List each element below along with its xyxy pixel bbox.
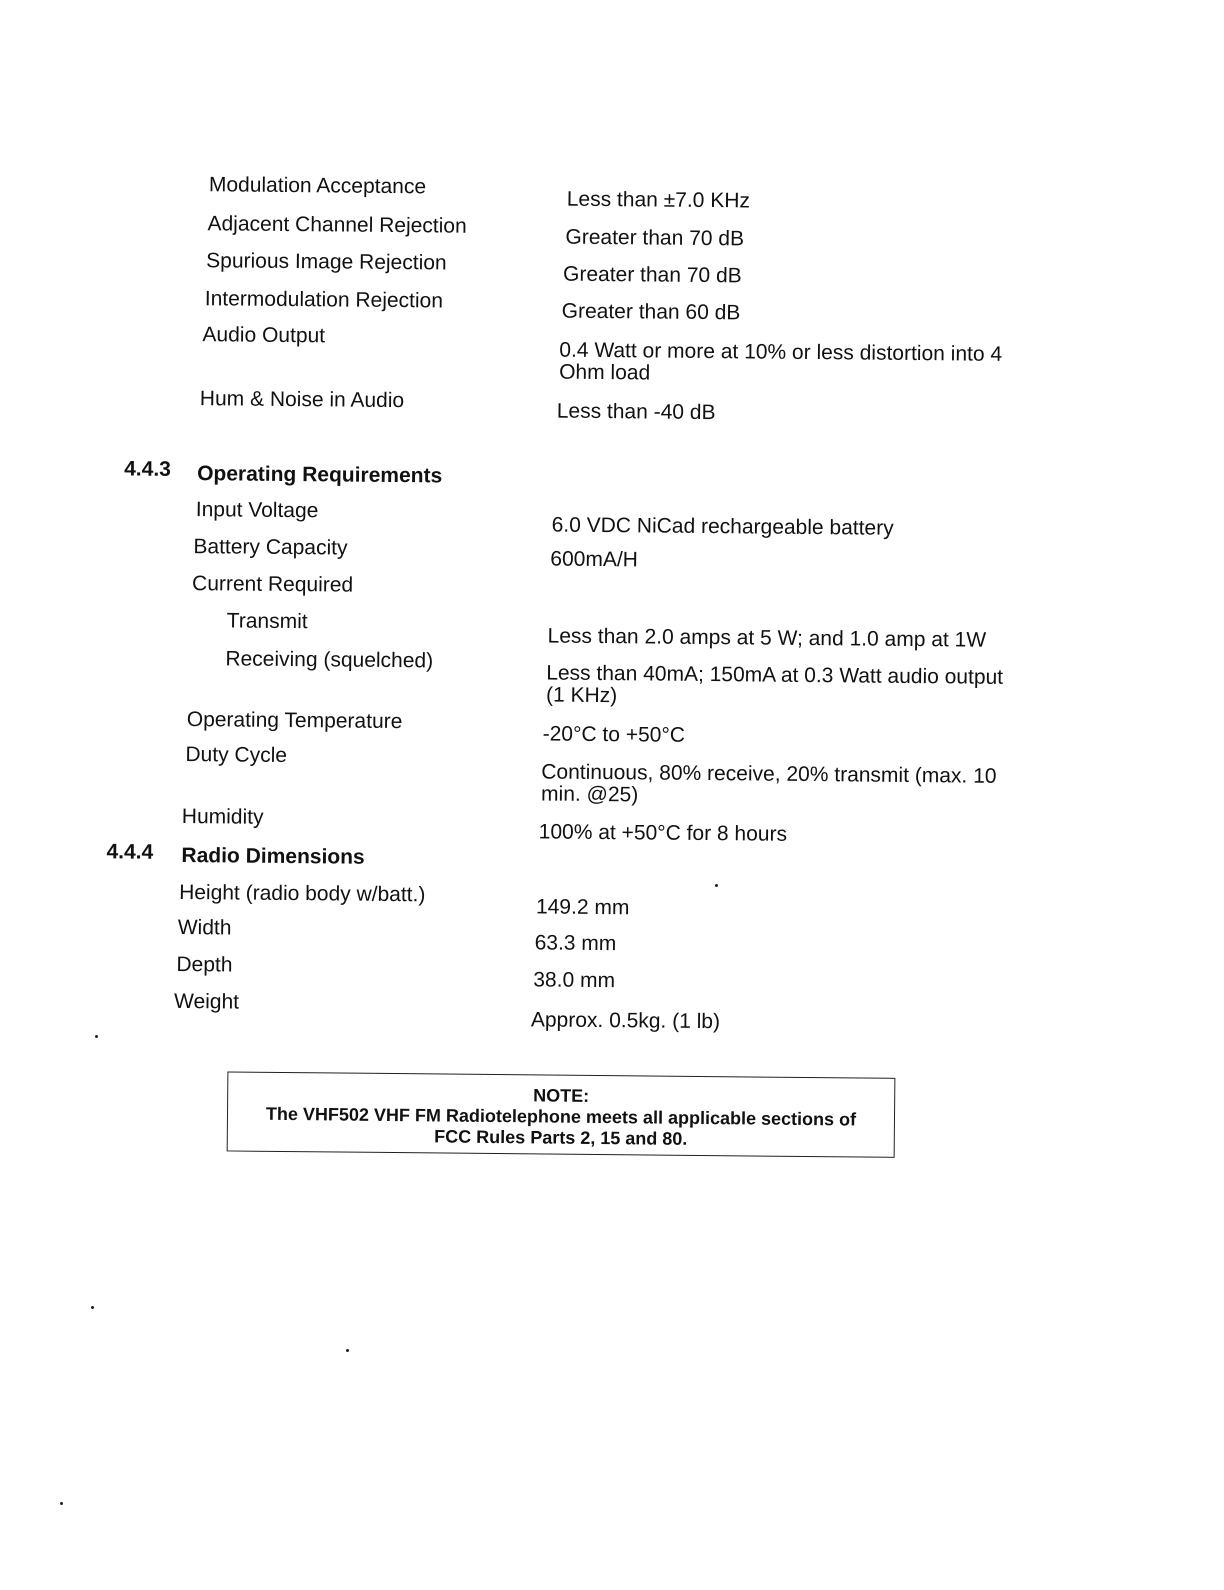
spec-value: 100% at +50°C for 8 hours xyxy=(538,820,788,846)
scan-speck xyxy=(346,1349,349,1352)
spec-label: Weight xyxy=(173,989,240,1014)
spec-label: Operating Temperature xyxy=(186,708,403,734)
spec-label: Current Required xyxy=(191,572,354,597)
section-number: 4.4.3 xyxy=(124,457,172,481)
spec-value: Less than 40mA; 150mA at 0.3 Watt audio output (1 KHz) xyxy=(545,661,1004,708)
spec-label: Spurious Image Rejection xyxy=(206,249,447,275)
spec-label: Hum & Noise in Audio xyxy=(199,387,405,413)
spec-label: Humidity xyxy=(181,804,264,829)
spec-value: Greater than 60 dB xyxy=(561,299,741,325)
spec-value: 6.0 VDC NiCad rechargeable battery xyxy=(551,513,894,540)
note-line: FCC Rules Parts 2, 15 and 80. xyxy=(434,1126,688,1149)
spec-label: Input Voltage xyxy=(195,498,319,523)
spec-value: Greater than 70 dB xyxy=(565,225,745,251)
spec-label: Transmit xyxy=(226,609,308,634)
spec-label: Receiving (squelched) xyxy=(225,647,434,673)
spec-label: Audio Output xyxy=(202,323,326,348)
spec-value: 0.4 Watt or more at 10% or less distortion into 4 Ohm load xyxy=(559,338,1003,385)
spec-value: Continuous, 80% receive, 20% transmit (max. 10 min. @25) xyxy=(540,760,997,807)
spec-value: 38.0 mm xyxy=(533,968,616,993)
spec-label: Intermodulation Rejection xyxy=(204,287,444,313)
spec-value: Less than ±7.0 KHz xyxy=(566,187,751,213)
spec-label: Battery Capacity xyxy=(193,535,348,560)
scan-speck xyxy=(95,1035,98,1038)
spec-label: Depth xyxy=(176,952,233,977)
spec-value: Approx. 0.5kg. (1 lb) xyxy=(530,1008,721,1034)
note-box xyxy=(227,1071,896,1157)
spec-value: -20°C to +50°C xyxy=(542,722,686,747)
scan-speck xyxy=(715,884,718,887)
section-heading: Radio Dimensions xyxy=(181,843,365,869)
section-number: 4.4.4 xyxy=(106,840,154,864)
note-line: The VHF502 VHF FM Radiotelephone meets all applicable sections of xyxy=(265,1103,857,1130)
spec-label: Duty Cycle xyxy=(185,743,288,767)
spec-value: Greater than 70 dB xyxy=(562,262,742,288)
spec-label: Adjacent Channel Rejection xyxy=(207,212,467,238)
spec-value: 600mA/H xyxy=(550,547,639,572)
spec-value: Less than 2.0 amps at 5 W; and 1.0 amp at 1W xyxy=(547,624,987,652)
spec-label: Height (radio body w/batt.) xyxy=(179,880,426,907)
spec-label: Width xyxy=(177,915,232,940)
note-title: NOTE: xyxy=(533,1085,590,1106)
spec-value: Less than -40 dB xyxy=(556,399,716,425)
section-heading: Operating Requirements xyxy=(197,462,443,488)
scan-speck xyxy=(60,1502,63,1505)
scan-speck xyxy=(91,1306,94,1309)
spec-label: Modulation Acceptance xyxy=(208,173,427,199)
spec-value: 149.2 mm xyxy=(535,895,630,920)
spec-value: 63.3 mm xyxy=(534,931,617,956)
